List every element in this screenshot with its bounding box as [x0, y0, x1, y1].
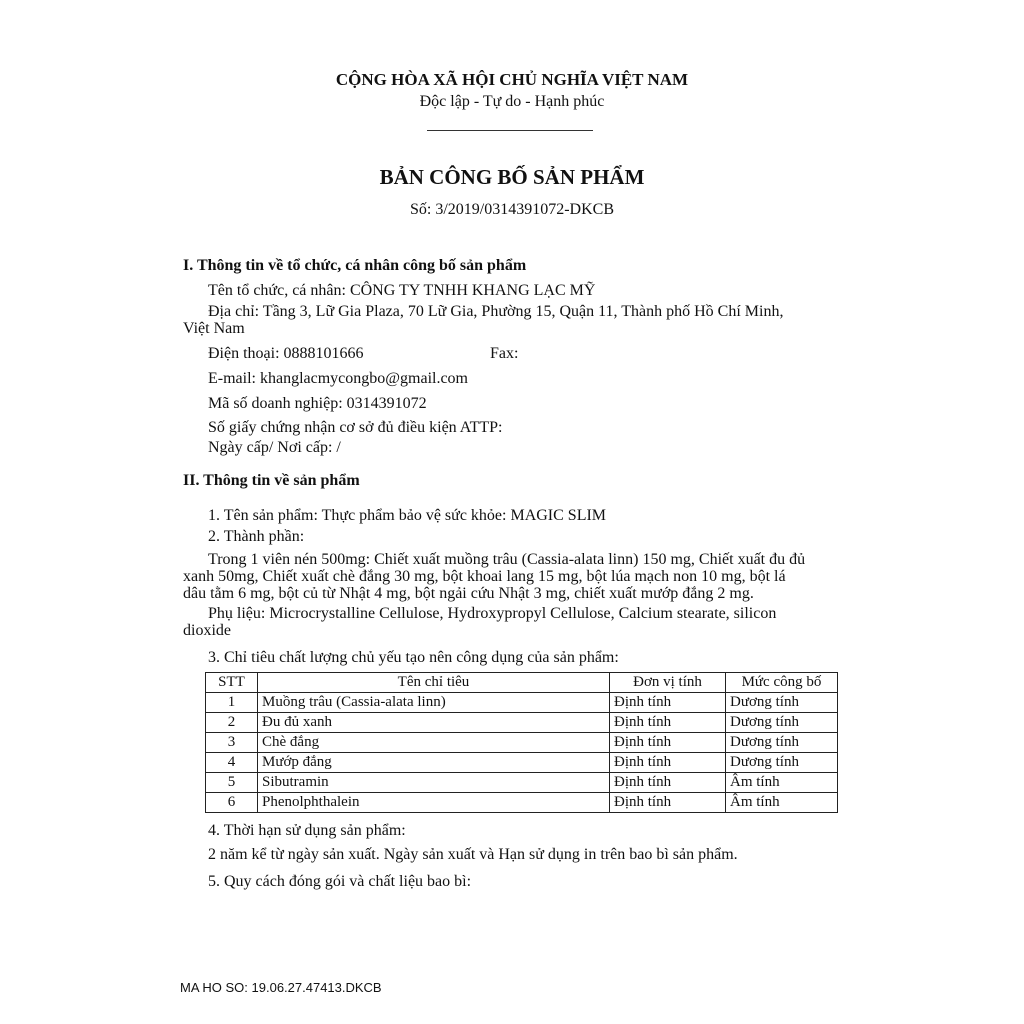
ingredients-label: 2. Thành phần: — [208, 528, 305, 545]
cell-level: Dương tính — [726, 733, 838, 753]
cell-level: Dương tính — [726, 693, 838, 713]
cell-criteria: Mướp đắng — [258, 753, 610, 773]
excipients-line-1: Phụ liệu: Microcrystalline Cellulose, Hydroxypropyl Cellulose, Calcium stearate, silicon — [208, 605, 777, 622]
table-row — [206, 693, 838, 713]
cell-level: Âm tính — [726, 793, 838, 813]
col-header-criteria: Tên chỉ tiêu — [258, 673, 610, 693]
cell-criteria: Chè đắng — [258, 733, 610, 753]
org-name: Tên tổ chức, cá nhân: CÔNG TY TNHH KHANG LẠC MỸ — [208, 282, 596, 299]
record-code: MA HO SO: 19.06.27.47413.DKCB — [180, 980, 382, 995]
email: E-mail: khanglacmycongbo@gmail.com — [208, 370, 468, 387]
table-row — [206, 753, 838, 773]
section-2-heading: II. Thông tin về sản phẩm — [183, 472, 360, 489]
cell-unit: Định tính — [610, 693, 726, 713]
section-1-heading: I. Thông tin về tổ chức, cá nhân công bố sản phẩm — [183, 257, 527, 274]
quality-table — [205, 672, 838, 813]
page-title: BẢN CÔNG BỐ SẢN PHẨM — [379, 165, 645, 189]
ingredients-line-3: dâu tằm 6 mg, bột củ từ Nhật 4 mg, bột ngải cứu Nhật 3 mg, chiết xuất mướp đắng 2 mg. — [183, 585, 754, 602]
packaging-label: 5. Quy cách đóng gói và chất liệu bao bì: — [208, 873, 472, 890]
business-code: Mã số doanh nghiệp: 0314391072 — [208, 395, 427, 412]
cell-unit: Định tính — [610, 753, 726, 773]
phone: Điện thoại: 0888101666 — [208, 345, 364, 362]
ingredients-line-2: xanh 50mg, Chiết xuất chè đắng 30 mg, bột khoai lang 15 mg, bột lúa mạch non 10 mg, bột lá — [183, 568, 786, 585]
table-row — [206, 793, 838, 813]
col-header-stt: STT — [206, 673, 258, 693]
cell-unit: Định tính — [610, 793, 726, 813]
cell-stt: 2 — [206, 713, 258, 733]
address-line-1: Địa chỉ: Tầng 3, Lữ Gia Plaza, 70 Lữ Gia, Phường 15, Quận 11, Thành phố Hồ Chí Minh, — [208, 303, 784, 320]
fax: Fax: — [490, 345, 519, 362]
cell-level: Dương tính — [726, 753, 838, 773]
ingredients-line-1: Trong 1 viên nén 500mg: Chiết xuất muồng trâu (Cassia-alata linn) 150 mg, Chiết xuất đu đủ — [208, 551, 806, 568]
table-row — [206, 773, 838, 793]
country-header: CỘNG HÒA XÃ HỘI CHỦ NGHĨA VIỆT NAM — [335, 70, 689, 89]
cell-unit: Định tính — [610, 713, 726, 733]
motto: Độc lập - Tự do - Hạnh phúc — [419, 93, 605, 110]
header-divider — [427, 130, 593, 131]
shelf-life-label: 4. Thời hạn sử dụng sản phẩm: — [208, 822, 406, 839]
document-number: Số: 3/2019/0314391072-DKCB — [409, 201, 614, 218]
product-name: 1. Tên sản phẩm: Thực phẩm bảo vệ sức khỏe: MAGIC SLIM — [208, 507, 607, 524]
issue-date-place: Ngày cấp/ Nơi cấp: / — [208, 439, 341, 456]
cell-stt: 5 — [206, 773, 258, 793]
cell-unit: Định tính — [610, 733, 726, 753]
cell-stt: 1 — [206, 693, 258, 713]
cell-stt: 4 — [206, 753, 258, 773]
shelf-life: 2 năm kể từ ngày sản xuất. Ngày sản xuất và Hạn sử dụng in trên bao bì sản phẩm. — [208, 846, 738, 863]
cell-level: Dương tính — [726, 713, 838, 733]
cell-unit: Định tính — [610, 773, 726, 793]
excipients-line-2: dioxide — [183, 622, 231, 639]
table-header-row — [206, 673, 838, 693]
table-row — [206, 713, 838, 733]
cell-criteria: Phenolphthalein — [258, 793, 610, 813]
cell-criteria: Sibutramin — [258, 773, 610, 793]
cell-stt: 6 — [206, 793, 258, 813]
cell-criteria: Đu đủ xanh — [258, 713, 610, 733]
col-header-level: Mức công bố — [726, 673, 838, 693]
cell-criteria: Muồng trâu (Cassia-alata linn) — [258, 693, 610, 713]
col-header-unit: Đơn vị tính — [610, 673, 726, 693]
table-row — [206, 733, 838, 753]
cell-level: Âm tính — [726, 773, 838, 793]
food-safety-cert: Số giấy chứng nhận cơ sở đủ điều kiện ATTP: — [208, 419, 503, 436]
cell-stt: 3 — [206, 733, 258, 753]
address-line-2: Việt Nam — [183, 320, 245, 337]
quality-label: 3. Chỉ tiêu chất lượng chủ yếu tạo nên công dụng của sản phẩm: — [208, 649, 619, 666]
